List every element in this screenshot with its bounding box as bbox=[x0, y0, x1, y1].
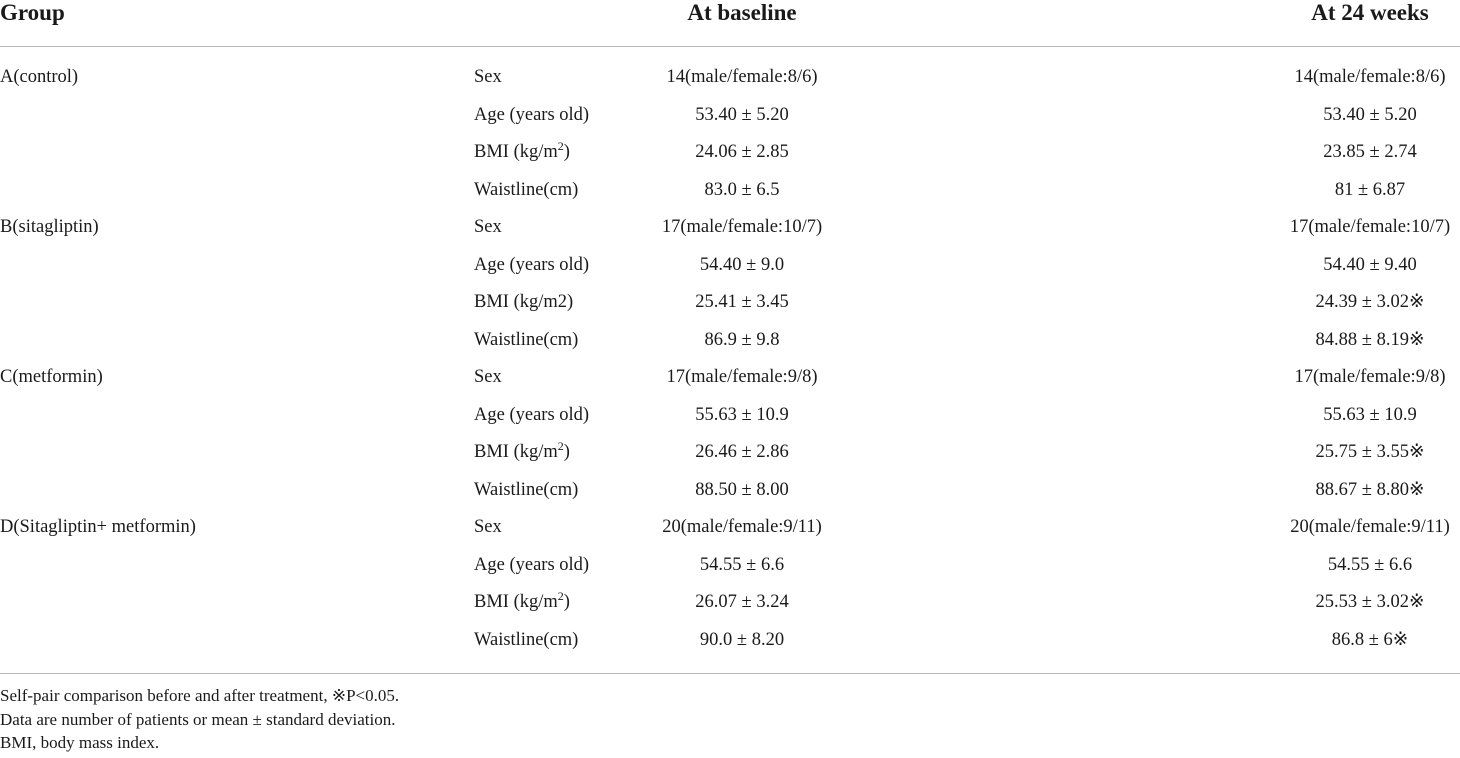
table-row bbox=[0, 97, 1460, 135]
table-bottom-rule bbox=[0, 673, 1460, 674]
week24-cell: 23.85 ± 2.74 bbox=[1323, 142, 1417, 162]
parameter-label: Age (years old) bbox=[474, 254, 590, 275]
week24-cell: 88.67 ± 8.80※ bbox=[1315, 479, 1425, 500]
parameter-label: Waistline(cm) bbox=[474, 479, 579, 500]
baseline-cell: 25.41 ± 3.45 bbox=[695, 292, 789, 312]
parameter-label: BMI (kg/m bbox=[474, 142, 558, 162]
parameter-label: Waistline(cm) bbox=[474, 329, 579, 350]
group-cell: D(Sitagliptin+ metformin) bbox=[0, 517, 196, 537]
baseline-cell: 54.55 ± 6.6 bbox=[699, 554, 785, 575]
group-cell: C(metformin) bbox=[0, 367, 103, 387]
parameter-cell bbox=[474, 59, 502, 97]
parameter-label: BMI (kg/m bbox=[474, 592, 558, 612]
week24-cell: 54.40 ± 9.40 bbox=[1323, 254, 1417, 275]
parameter-suffix: ) bbox=[563, 142, 570, 162]
parameter-superscript: 2 bbox=[557, 589, 564, 603]
table-row bbox=[0, 284, 1460, 322]
parameter-label: Sex bbox=[474, 517, 502, 537]
parameter-label: Age (years old) bbox=[474, 104, 590, 125]
baseline-cell: 88.50 ± 8.00 bbox=[695, 479, 789, 500]
parameter-label: Waistline(cm) bbox=[474, 179, 579, 200]
week24-cell: 86.8 ± 6※ bbox=[1331, 629, 1409, 650]
week24-cell: 84.88 ± 8.19※ bbox=[1315, 329, 1425, 350]
baseline-cell: 26.07 ± 3.24 bbox=[695, 592, 789, 612]
baseline-cell: 86.9 ± 9.8 bbox=[704, 329, 780, 350]
parameter-label: BMI (kg/m2) bbox=[474, 292, 574, 312]
parameter-label: Age (years old) bbox=[474, 554, 590, 575]
parameter-label: Age (years old) bbox=[474, 404, 590, 425]
table-row bbox=[0, 247, 1460, 285]
table-row bbox=[0, 172, 1460, 210]
week24-cell: 53.40 ± 5.20 bbox=[1323, 104, 1417, 125]
parameter-superscript: 2 bbox=[557, 139, 564, 153]
week24-cell: 81 ± 6.87 bbox=[1334, 179, 1406, 200]
table-row bbox=[0, 584, 1460, 622]
week24-cell: 55.63 ± 10.9 bbox=[1323, 404, 1417, 425]
footnote: BMI, body mass index. bbox=[0, 733, 160, 752]
week24-cell: 25.75 ± 3.55※ bbox=[1315, 442, 1425, 462]
baseline-cell: 17(male/female:9/8) bbox=[666, 367, 818, 387]
week24-cell: 24.39 ± 3.02※ bbox=[1315, 292, 1425, 312]
baseline-cell: 90.0 ± 8.20 bbox=[699, 629, 785, 650]
week24-cell: 17(male/female:9/8) bbox=[1294, 367, 1446, 387]
header-week24: At 24 weeks bbox=[1311, 0, 1429, 25]
group-cell: B(sitagliptin) bbox=[0, 217, 99, 237]
table-row bbox=[0, 472, 1460, 510]
week24-cell: 20(male/female:9/11) bbox=[1290, 517, 1450, 537]
baseline-cell: 24.06 ± 2.85 bbox=[695, 142, 789, 162]
table-header bbox=[0, 0, 1460, 47]
table-row bbox=[0, 322, 1460, 360]
table-row bbox=[0, 359, 1460, 397]
footnote: Self-pair comparison before and after treatment, ※P<0.05. bbox=[0, 686, 400, 705]
parameter-label: Sex bbox=[474, 217, 502, 237]
table-row bbox=[0, 547, 1460, 585]
baseline-cell: 20(male/female:9/11) bbox=[662, 517, 822, 537]
baseline-cell: 14(male/female:8/6) bbox=[666, 67, 818, 87]
baseline-cell: 17(male/female:10/7) bbox=[661, 217, 823, 237]
week24-cell: 54.55 ± 6.6 bbox=[1327, 554, 1413, 575]
baseline-cell: 55.63 ± 10.9 bbox=[695, 404, 789, 425]
parameter-cell bbox=[474, 209, 502, 247]
parameter-label: Waistline(cm) bbox=[474, 629, 579, 650]
group-cell: A(control) bbox=[0, 67, 79, 87]
week24-cell: 25.53 ± 3.02※ bbox=[1315, 592, 1425, 612]
table-row bbox=[0, 209, 1460, 247]
baseline-cell: 53.40 ± 5.20 bbox=[695, 104, 789, 125]
parameter-cell bbox=[474, 509, 502, 547]
baseline-cell: 26.46 ± 2.86 bbox=[695, 442, 789, 462]
parameter-suffix: ) bbox=[563, 592, 570, 612]
parameter-suffix: ) bbox=[563, 442, 570, 462]
parameter-label: BMI (kg/m bbox=[474, 442, 558, 462]
parameter-cell bbox=[474, 359, 502, 397]
week24-cell: 17(male/female:10/7) bbox=[1289, 217, 1451, 237]
table-row bbox=[0, 434, 1460, 472]
table-row bbox=[0, 509, 1460, 547]
table-footnotes bbox=[0, 684, 399, 755]
table-row bbox=[0, 622, 1460, 660]
footnote: Data are number of patients or mean ± standard deviation. bbox=[0, 709, 396, 729]
parameter-superscript: 2 bbox=[557, 439, 564, 453]
week24-cell: 14(male/female:8/6) bbox=[1294, 67, 1446, 87]
baseline-cell: 54.40 ± 9.0 bbox=[699, 254, 785, 275]
table-row bbox=[0, 59, 1460, 97]
baseline-cell: 83.0 ± 6.5 bbox=[704, 179, 780, 200]
parameter-label: Sex bbox=[474, 367, 502, 387]
table-row bbox=[0, 397, 1460, 435]
header-group: Group bbox=[0, 0, 65, 25]
parameter-label: Sex bbox=[474, 67, 502, 87]
table-body bbox=[0, 59, 1460, 659]
table-row bbox=[0, 134, 1460, 172]
header-baseline: At baseline bbox=[687, 0, 797, 25]
